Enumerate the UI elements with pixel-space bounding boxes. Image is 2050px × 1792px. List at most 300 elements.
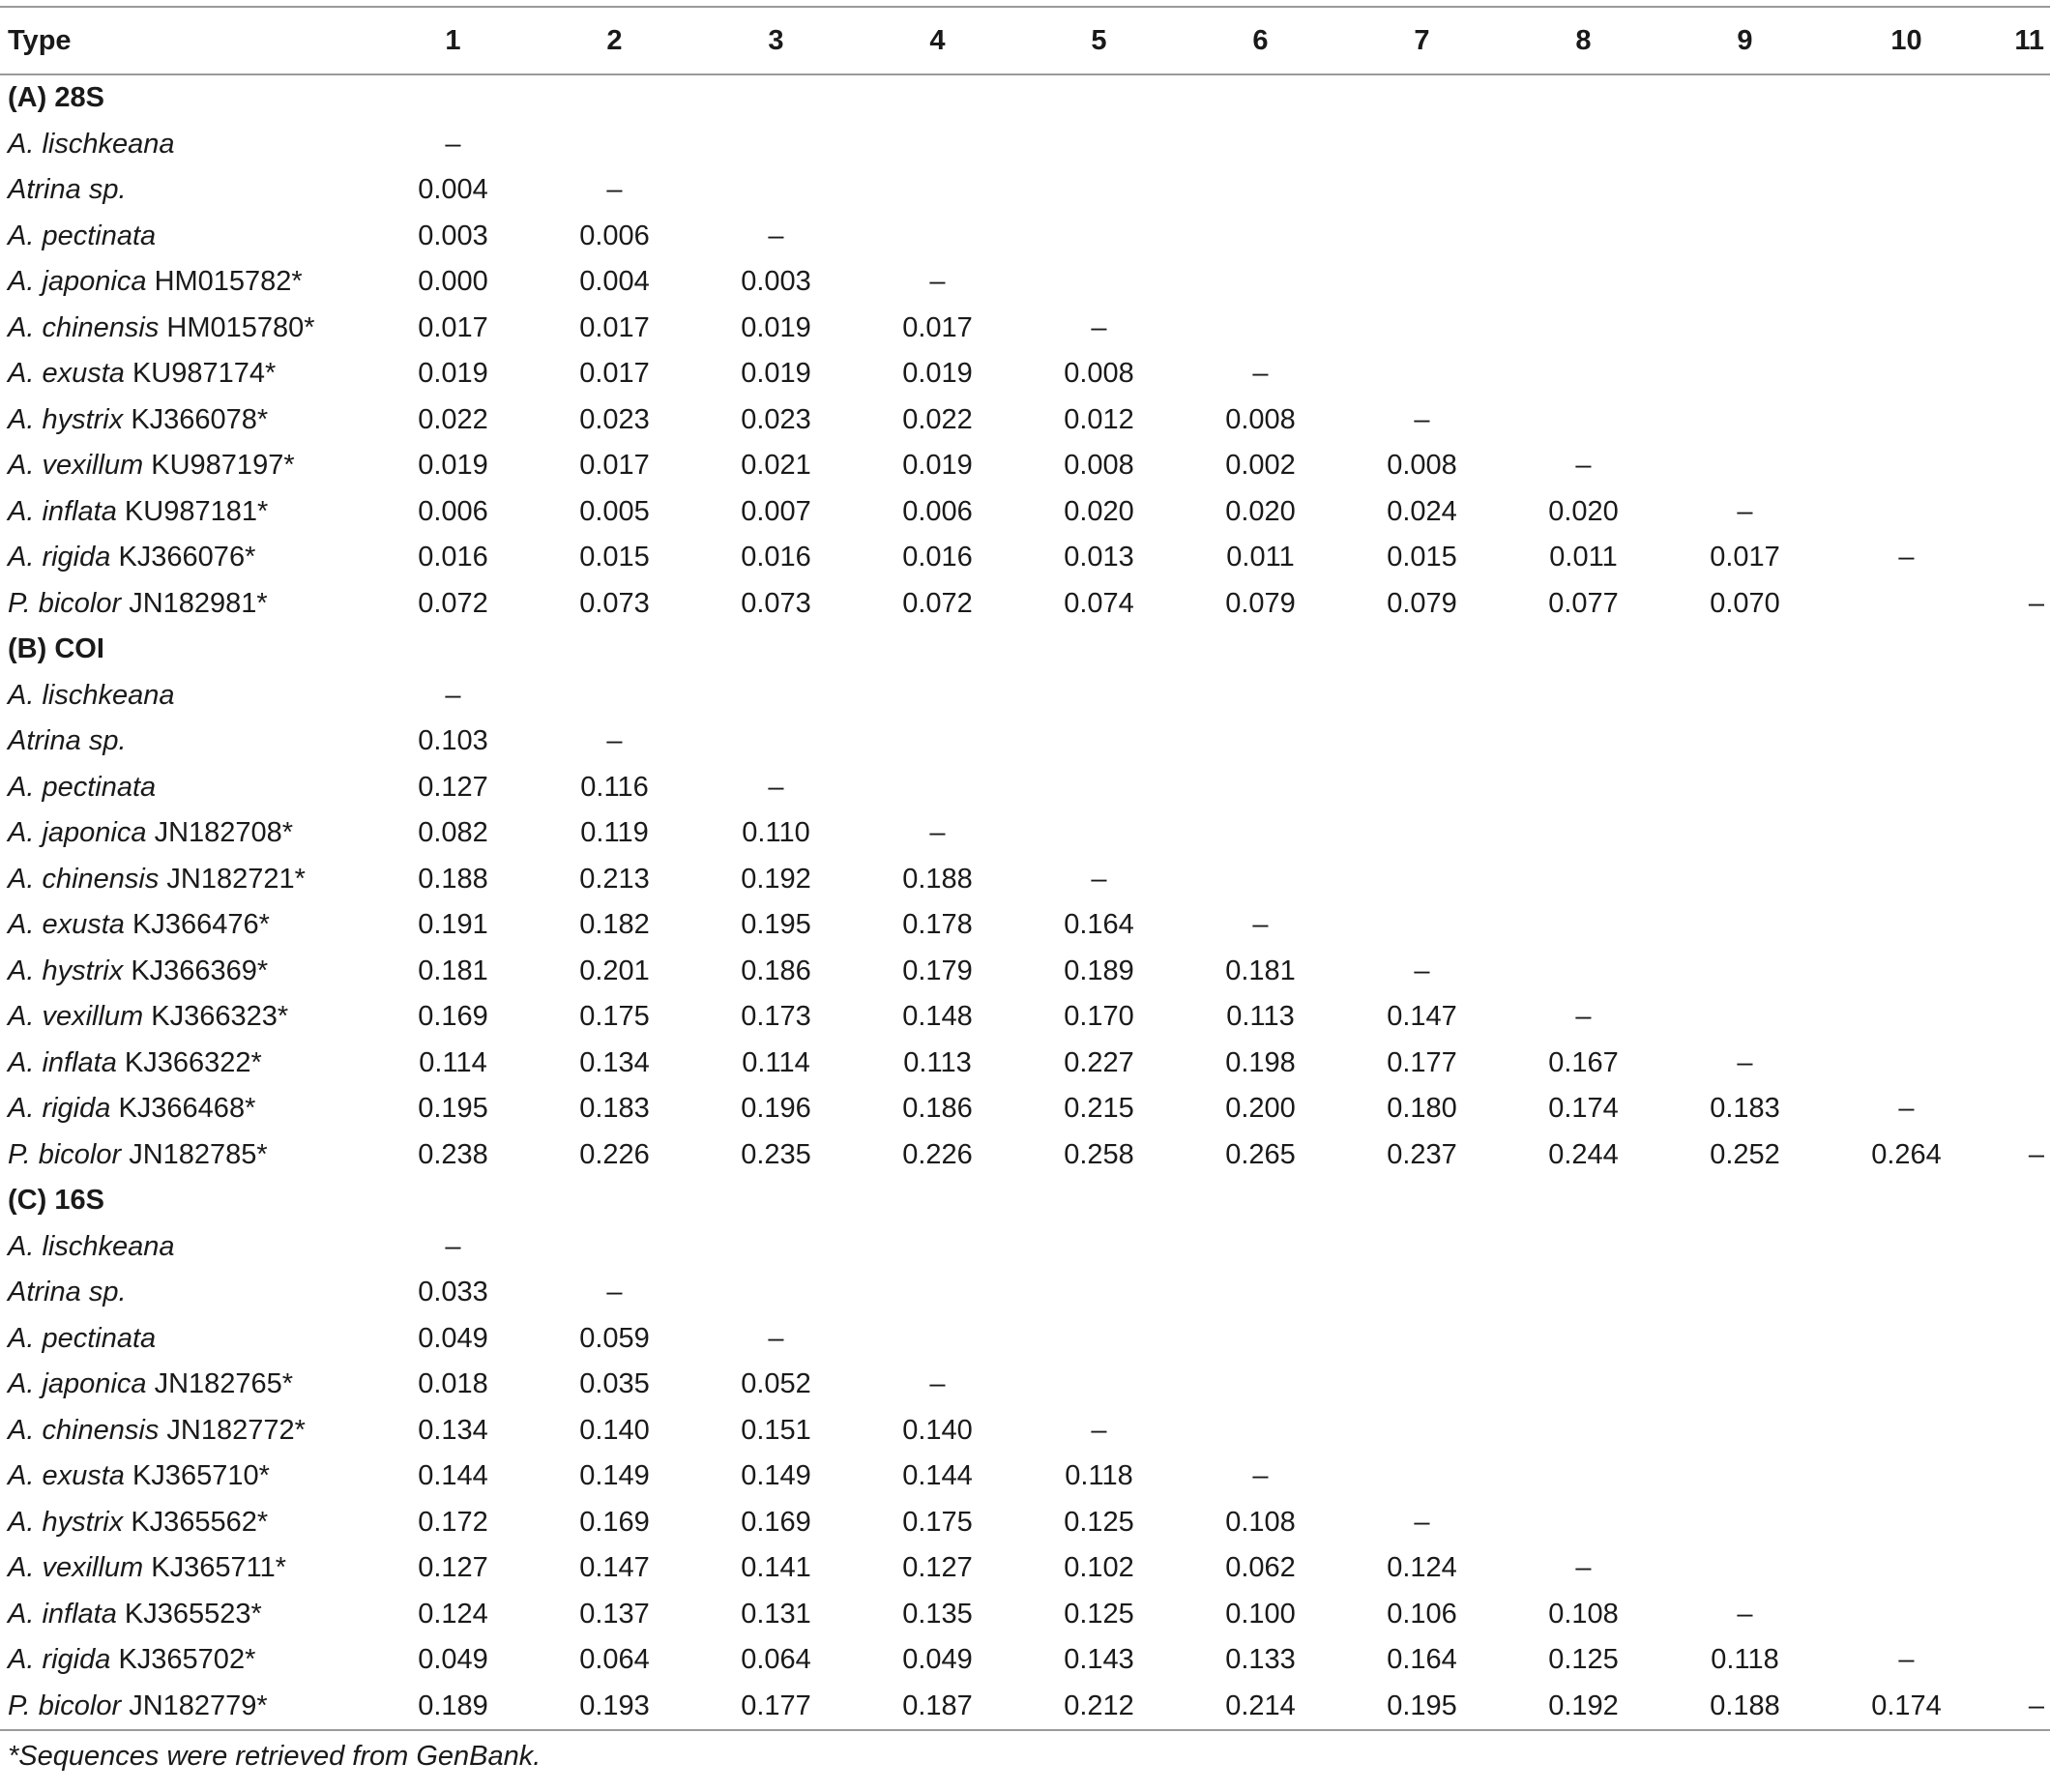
distance-cell: 0.073 xyxy=(579,587,650,619)
row-label xyxy=(0,1454,372,1500)
distance-cell: 0.148 xyxy=(902,1001,973,1033)
distance-cell: – xyxy=(768,1322,784,1354)
distance-cell xyxy=(1503,1408,1664,1454)
table-row xyxy=(0,1316,2050,1363)
species-name: A. vexillum xyxy=(8,450,144,482)
distance-cell: 0.183 xyxy=(1710,1093,1780,1125)
distance-cell xyxy=(1180,167,1341,214)
table-row xyxy=(0,1592,2050,1638)
distance-cell xyxy=(1503,719,1664,765)
distance-cell: 0.169 xyxy=(579,1506,650,1538)
distance-cell xyxy=(1826,1500,1987,1546)
distance-cell: – xyxy=(445,1230,461,1262)
distance-cell xyxy=(1180,857,1341,903)
distance-cell: 0.114 xyxy=(742,1046,810,1078)
distance-cell: 0.169 xyxy=(418,1001,488,1033)
distance-cell: 0.059 xyxy=(579,1322,650,1354)
distance-cell xyxy=(1826,1454,1987,1500)
row-label xyxy=(0,1362,372,1408)
distance-cell xyxy=(1180,259,1341,306)
table-row xyxy=(0,443,2050,489)
distance-cell xyxy=(1826,581,1987,628)
distance-cell: 0.005 xyxy=(579,495,650,527)
distance-cell: 0.200 xyxy=(1225,1093,1296,1125)
species-name: A. lischkeana xyxy=(8,679,175,711)
species-name: A. japonica xyxy=(8,266,147,298)
species-name: A. inflata xyxy=(8,495,117,527)
distance-cell: 0.072 xyxy=(902,587,973,619)
distance-cell: 0.181 xyxy=(418,955,488,986)
distance-cell: 0.018 xyxy=(418,1368,488,1400)
section-title: (C) 16S xyxy=(8,1185,104,1217)
distance-cell: 0.035 xyxy=(579,1368,650,1400)
distance-cell: – xyxy=(606,174,623,206)
row-label xyxy=(0,673,372,720)
distance-cell xyxy=(1826,397,1987,444)
distance-cell xyxy=(1180,306,1341,352)
distance-cell: 0.024 xyxy=(1387,495,1457,527)
distance-cell xyxy=(1987,489,2050,536)
distance-cell: 0.118 xyxy=(1065,1460,1133,1492)
column-header-11: 11 xyxy=(1987,7,2050,74)
table-row xyxy=(0,1545,2050,1592)
table-row xyxy=(0,1684,2050,1731)
distance-cell xyxy=(1180,719,1341,765)
distance-cell xyxy=(1826,122,1987,168)
table-row xyxy=(0,122,2050,168)
distance-cell: 0.264 xyxy=(1871,1138,1942,1170)
species-name: A. japonica xyxy=(8,1368,147,1400)
distance-cell xyxy=(1503,1500,1664,1546)
row-label xyxy=(0,306,372,352)
distance-cell xyxy=(1018,765,1180,811)
distance-cell xyxy=(1664,351,1826,397)
distance-cell xyxy=(1180,122,1341,168)
distance-cell: 0.131 xyxy=(741,1598,811,1630)
distance-cell: 0.023 xyxy=(579,403,650,435)
accession-number: KJ366322* xyxy=(124,1046,262,1078)
distance-cell xyxy=(1987,443,2050,489)
distance-cell xyxy=(1987,1454,2050,1500)
distance-cell: 0.008 xyxy=(1064,450,1134,482)
table-row xyxy=(0,1270,2050,1316)
distance-cell xyxy=(1341,1454,1503,1500)
distance-cell: 0.113 xyxy=(1226,1001,1295,1033)
distance-cell xyxy=(1826,214,1987,260)
row-label xyxy=(0,581,372,628)
distance-cell xyxy=(1826,489,1987,536)
row-label xyxy=(0,1637,372,1684)
row-label xyxy=(0,1592,372,1638)
distance-cell: 0.173 xyxy=(741,1001,811,1033)
distance-cell xyxy=(857,1316,1018,1363)
distance-cell xyxy=(1664,1316,1826,1363)
distance-cell: 0.062 xyxy=(1225,1552,1296,1584)
distance-cell xyxy=(857,673,1018,720)
distance-cell: 0.000 xyxy=(418,266,488,298)
distance-cell xyxy=(1826,1545,1987,1592)
distance-cell: 0.133 xyxy=(1225,1644,1296,1676)
distance-cell: 0.238 xyxy=(418,1138,488,1170)
distance-cell: – xyxy=(1898,1093,1915,1125)
distance-cell xyxy=(1987,1362,2050,1408)
distance-cell: 0.064 xyxy=(741,1644,811,1676)
accession-number: KU987174* xyxy=(132,358,277,390)
distance-cell: 0.226 xyxy=(579,1138,650,1170)
distance-cell xyxy=(1341,122,1503,168)
distance-cell xyxy=(1503,902,1664,949)
distance-cell: – xyxy=(1252,358,1269,390)
distance-cell: 0.127 xyxy=(418,1552,488,1584)
accession-number: KJ365711* xyxy=(151,1552,287,1584)
distance-cell: 0.017 xyxy=(902,311,973,343)
distance-cell xyxy=(1987,1270,2050,1316)
distance-cell xyxy=(695,1270,857,1316)
distance-cell xyxy=(1503,259,1664,306)
distance-cell: 0.074 xyxy=(1064,587,1134,619)
distance-cell xyxy=(1664,673,1826,720)
distance-cell: 0.124 xyxy=(418,1598,488,1630)
distance-cell xyxy=(1503,167,1664,214)
distance-cell xyxy=(1018,1316,1180,1363)
table-row xyxy=(0,1041,2050,1087)
table-header xyxy=(0,7,2050,74)
distance-cell: 0.110 xyxy=(742,817,810,849)
distance-cell: 0.003 xyxy=(418,220,488,251)
row-label xyxy=(0,259,372,306)
distance-cell: 0.006 xyxy=(418,495,488,527)
distance-cell: 0.212 xyxy=(1018,1684,1180,1731)
distance-cell: 0.011 xyxy=(1549,542,1618,573)
distance-cell: 0.017 xyxy=(1710,542,1780,573)
species-name: A. hystrix xyxy=(8,955,124,986)
table-row xyxy=(0,1132,2050,1179)
distance-cell xyxy=(1018,1270,1180,1316)
distance-cell xyxy=(1341,351,1503,397)
distance-cell: – xyxy=(1737,495,1753,527)
section-title: (A) 28S xyxy=(8,82,104,114)
distance-cell xyxy=(1826,765,1987,811)
column-header-1: 1 xyxy=(372,7,534,74)
distance-cell xyxy=(1018,673,1180,720)
distance-cell xyxy=(1341,719,1503,765)
distance-cell: 0.186 xyxy=(741,955,811,986)
table-row xyxy=(0,1224,2050,1271)
distance-cell xyxy=(1503,306,1664,352)
distance-cell: 0.017 xyxy=(418,311,488,343)
distance-cell xyxy=(1826,259,1987,306)
distance-cell: 0.016 xyxy=(902,542,973,573)
row-label xyxy=(0,1041,372,1087)
distance-cell xyxy=(1987,1316,2050,1363)
distance-cell xyxy=(1664,122,1826,168)
accession-number: KJ365523* xyxy=(124,1598,262,1630)
distance-cell: – xyxy=(1575,1552,1592,1584)
distance-cell: 0.187 xyxy=(857,1684,1018,1731)
row-label xyxy=(0,1132,372,1179)
row-label xyxy=(0,443,372,489)
column-header-7: 7 xyxy=(1341,7,1503,74)
distance-cell xyxy=(1664,214,1826,260)
distance-cell: 0.052 xyxy=(741,1368,811,1400)
distance-cell: 0.175 xyxy=(902,1506,973,1538)
distance-cell xyxy=(1341,306,1503,352)
distance-cell xyxy=(1180,1362,1341,1408)
distance-cell: 0.183 xyxy=(579,1093,650,1125)
distance-cell xyxy=(1341,673,1503,720)
accession-number: JN182708* xyxy=(154,817,294,849)
row-label xyxy=(0,1316,372,1363)
distance-cell: 0.017 xyxy=(579,358,650,390)
row-label xyxy=(0,949,372,995)
distance-cell: 0.180 xyxy=(1387,1093,1457,1125)
distance-cell: 0.004 xyxy=(418,174,488,206)
distance-cell: 0.008 xyxy=(1064,358,1134,390)
distance-cell: 0.140 xyxy=(902,1414,973,1446)
distance-cell: 0.244 xyxy=(1548,1138,1619,1170)
distance-cell: 0.149 xyxy=(579,1460,650,1492)
table-row xyxy=(0,1408,2050,1454)
distance-cell: 0.019 xyxy=(741,311,811,343)
distance-cell xyxy=(1664,902,1826,949)
distance-cell: 0.144 xyxy=(418,1460,488,1492)
distance-cell: 0.179 xyxy=(902,955,973,986)
distance-cell xyxy=(1503,949,1664,995)
distance-cell xyxy=(1826,1041,1987,1087)
row-label xyxy=(0,810,372,857)
distance-cell xyxy=(1664,1224,1826,1271)
distance-cell: – xyxy=(929,817,946,849)
distance-cell xyxy=(1341,1316,1503,1363)
distance-cell xyxy=(1341,214,1503,260)
distance-cell: 0.006 xyxy=(902,495,973,527)
species-name: A. pectinata xyxy=(8,220,157,251)
distance-cell: 0.127 xyxy=(902,1552,973,1584)
row-label xyxy=(0,535,372,581)
distance-cell: – xyxy=(1414,1506,1430,1538)
accession-number: KJ365710* xyxy=(132,1460,270,1492)
distance-cell: 0.181 xyxy=(1225,955,1296,986)
species-name: A. rigida xyxy=(8,542,111,573)
distance-cell: 0.195 xyxy=(1341,1684,1503,1731)
accession-number: KU987181* xyxy=(124,495,269,527)
distance-cell: 0.019 xyxy=(418,450,488,482)
distance-cell xyxy=(1018,259,1180,306)
distance-cell: 0.192 xyxy=(741,863,811,895)
distance-cell xyxy=(1987,810,2050,857)
distance-cell: 0.125 xyxy=(1064,1598,1134,1630)
distance-cell xyxy=(1826,1362,1987,1408)
distance-cell xyxy=(1987,1086,2050,1132)
distance-cell xyxy=(1987,1545,2050,1592)
distance-cell xyxy=(1664,259,1826,306)
distance-cell: – xyxy=(1737,1598,1753,1630)
distance-cell: 0.073 xyxy=(741,587,811,619)
distance-cell xyxy=(534,1224,695,1271)
column-header-3: 3 xyxy=(695,7,857,74)
distance-cell: – xyxy=(1898,542,1915,573)
distance-cell: – xyxy=(929,266,946,298)
distance-cell xyxy=(1826,994,1987,1041)
distance-cell xyxy=(857,1270,1018,1316)
distance-cell: 0.195 xyxy=(741,909,811,941)
distance-cell: – xyxy=(768,771,784,803)
distance-cell: 0.015 xyxy=(579,542,650,573)
species-name: A. japonica xyxy=(8,817,147,849)
species-name: A. rigida xyxy=(8,1093,111,1125)
accession-number: KJ366369* xyxy=(131,955,269,986)
distance-cell: – xyxy=(1575,450,1592,482)
distance-cell: 0.113 xyxy=(903,1046,972,1078)
distance-cell: 0.019 xyxy=(741,358,811,390)
distance-cell xyxy=(1664,397,1826,444)
distance-cell xyxy=(857,167,1018,214)
distance-cell: 0.143 xyxy=(1064,1644,1134,1676)
distance-cell xyxy=(1341,857,1503,903)
distance-cell: 0.144 xyxy=(902,1460,973,1492)
distance-cell xyxy=(1826,1592,1987,1638)
distance-cell: – xyxy=(1987,1684,2050,1731)
distance-cell xyxy=(1826,673,1987,720)
distance-cell xyxy=(1664,949,1826,995)
distance-cell xyxy=(1987,214,2050,260)
distance-cell xyxy=(1180,1270,1341,1316)
distance-cell xyxy=(1826,857,1987,903)
distance-cell: 0.100 xyxy=(1225,1598,1296,1630)
distance-cell: – xyxy=(768,220,784,251)
species-name: Atrina sp. xyxy=(8,725,127,757)
distance-cell xyxy=(1503,857,1664,903)
distance-cell xyxy=(857,765,1018,811)
accession-number: KJ365702* xyxy=(118,1644,256,1676)
distance-cell: 0.134 xyxy=(579,1046,650,1078)
distance-cell: 0.070 xyxy=(1710,587,1780,619)
accession-number: KJ366076* xyxy=(118,542,256,573)
distance-cell xyxy=(1987,306,2050,352)
table-row xyxy=(0,259,2050,306)
distance-cell: 0.140 xyxy=(579,1414,650,1446)
column-header-2: 2 xyxy=(534,7,695,74)
distance-cell: 0.237 xyxy=(1387,1138,1457,1170)
distance-cell: 0.004 xyxy=(579,266,650,298)
distance-cell: – xyxy=(1737,1046,1753,1078)
species-name: A. chinensis xyxy=(8,311,160,343)
distance-cell xyxy=(1018,214,1180,260)
distance-cell: 0.023 xyxy=(741,403,811,435)
accession-number: HM015782* xyxy=(154,266,303,298)
distance-cell: 0.019 xyxy=(902,358,973,390)
distance-cell: 0.008 xyxy=(1225,403,1296,435)
distance-cell: 0.235 xyxy=(741,1138,811,1170)
distance-cell xyxy=(695,673,857,720)
distance-cell: 0.013 xyxy=(1064,542,1134,573)
row-label xyxy=(0,489,372,536)
distance-cell: 0.170 xyxy=(1064,1001,1134,1033)
species-name: A. chinensis xyxy=(8,863,160,895)
accession-number: KJ366078* xyxy=(131,403,269,435)
distance-cell xyxy=(1987,1592,2050,1638)
table-row xyxy=(0,306,2050,352)
distance-cell: 0.141 xyxy=(741,1552,811,1584)
species-name: Atrina sp. xyxy=(8,1277,127,1308)
distance-cell: 0.022 xyxy=(902,403,973,435)
distance-cell: 0.135 xyxy=(902,1598,973,1630)
distance-cell xyxy=(1987,351,2050,397)
distance-cell: 0.116 xyxy=(580,771,649,803)
column-header-5: 5 xyxy=(1018,7,1180,74)
distance-cell xyxy=(1664,1454,1826,1500)
table-row xyxy=(0,949,2050,995)
distance-cell: 0.174 xyxy=(1548,1093,1619,1125)
species-name: A. exusta xyxy=(8,909,125,941)
distance-cell: 0.020 xyxy=(1064,495,1134,527)
distance-cell: 0.119 xyxy=(580,817,649,849)
distance-cell: 0.169 xyxy=(741,1506,811,1538)
distance-cell: – xyxy=(1252,909,1269,941)
species-name: A. rigida xyxy=(8,1644,111,1676)
distance-cell: 0.022 xyxy=(418,403,488,435)
distance-cell: – xyxy=(606,725,623,757)
distance-cell xyxy=(1826,1316,1987,1363)
distance-cell xyxy=(1664,167,1826,214)
section-title: (B) COI xyxy=(8,633,104,665)
distance-cell: 0.049 xyxy=(902,1644,973,1676)
distance-cell xyxy=(1987,1224,2050,1271)
distance-cell: 0.021 xyxy=(741,450,811,482)
row-label xyxy=(0,214,372,260)
distance-cell: – xyxy=(1414,955,1430,986)
header-row xyxy=(0,7,2050,74)
distance-cell xyxy=(1503,1270,1664,1316)
table-row xyxy=(0,167,2050,214)
distance-cell xyxy=(1987,535,2050,581)
table-row xyxy=(0,397,2050,444)
row-label xyxy=(0,1270,372,1316)
distance-cell: 0.012 xyxy=(1064,403,1134,435)
section-header-row xyxy=(0,1178,2050,1224)
distance-cell: 0.195 xyxy=(418,1093,488,1125)
table-row xyxy=(0,719,2050,765)
species-name: A. inflata xyxy=(8,1598,117,1630)
distance-cell xyxy=(1664,1500,1826,1546)
column-header-9: 9 xyxy=(1664,7,1826,74)
distance-cell: 0.193 xyxy=(534,1684,695,1731)
accession-number: JN182785* xyxy=(129,1138,268,1170)
distance-cell: 0.049 xyxy=(418,1644,488,1676)
distance-cell xyxy=(1503,1362,1664,1408)
distance-cell: 0.106 xyxy=(1387,1598,1457,1630)
distance-cell xyxy=(695,1224,857,1271)
section-header-row xyxy=(0,74,2050,122)
distance-cell: – xyxy=(2028,587,2044,619)
accession-number: JN182779* xyxy=(129,1689,268,1721)
table-row xyxy=(0,810,2050,857)
row-label xyxy=(0,765,372,811)
distance-cell xyxy=(1341,167,1503,214)
accession-number: JN182981* xyxy=(129,587,268,619)
distance-cell xyxy=(1664,443,1826,489)
species-name: Atrina sp. xyxy=(8,174,127,206)
distance-cell xyxy=(1987,1408,2050,1454)
distance-cell: 0.007 xyxy=(741,495,811,527)
row-label xyxy=(0,351,372,397)
distance-cell: 0.079 xyxy=(1387,587,1457,619)
distance-cell xyxy=(1503,397,1664,444)
distance-cell: 0.214 xyxy=(1180,1684,1341,1731)
accession-number: JN182772* xyxy=(166,1414,306,1446)
distance-cell xyxy=(1987,1041,2050,1087)
distance-cell xyxy=(857,719,1018,765)
